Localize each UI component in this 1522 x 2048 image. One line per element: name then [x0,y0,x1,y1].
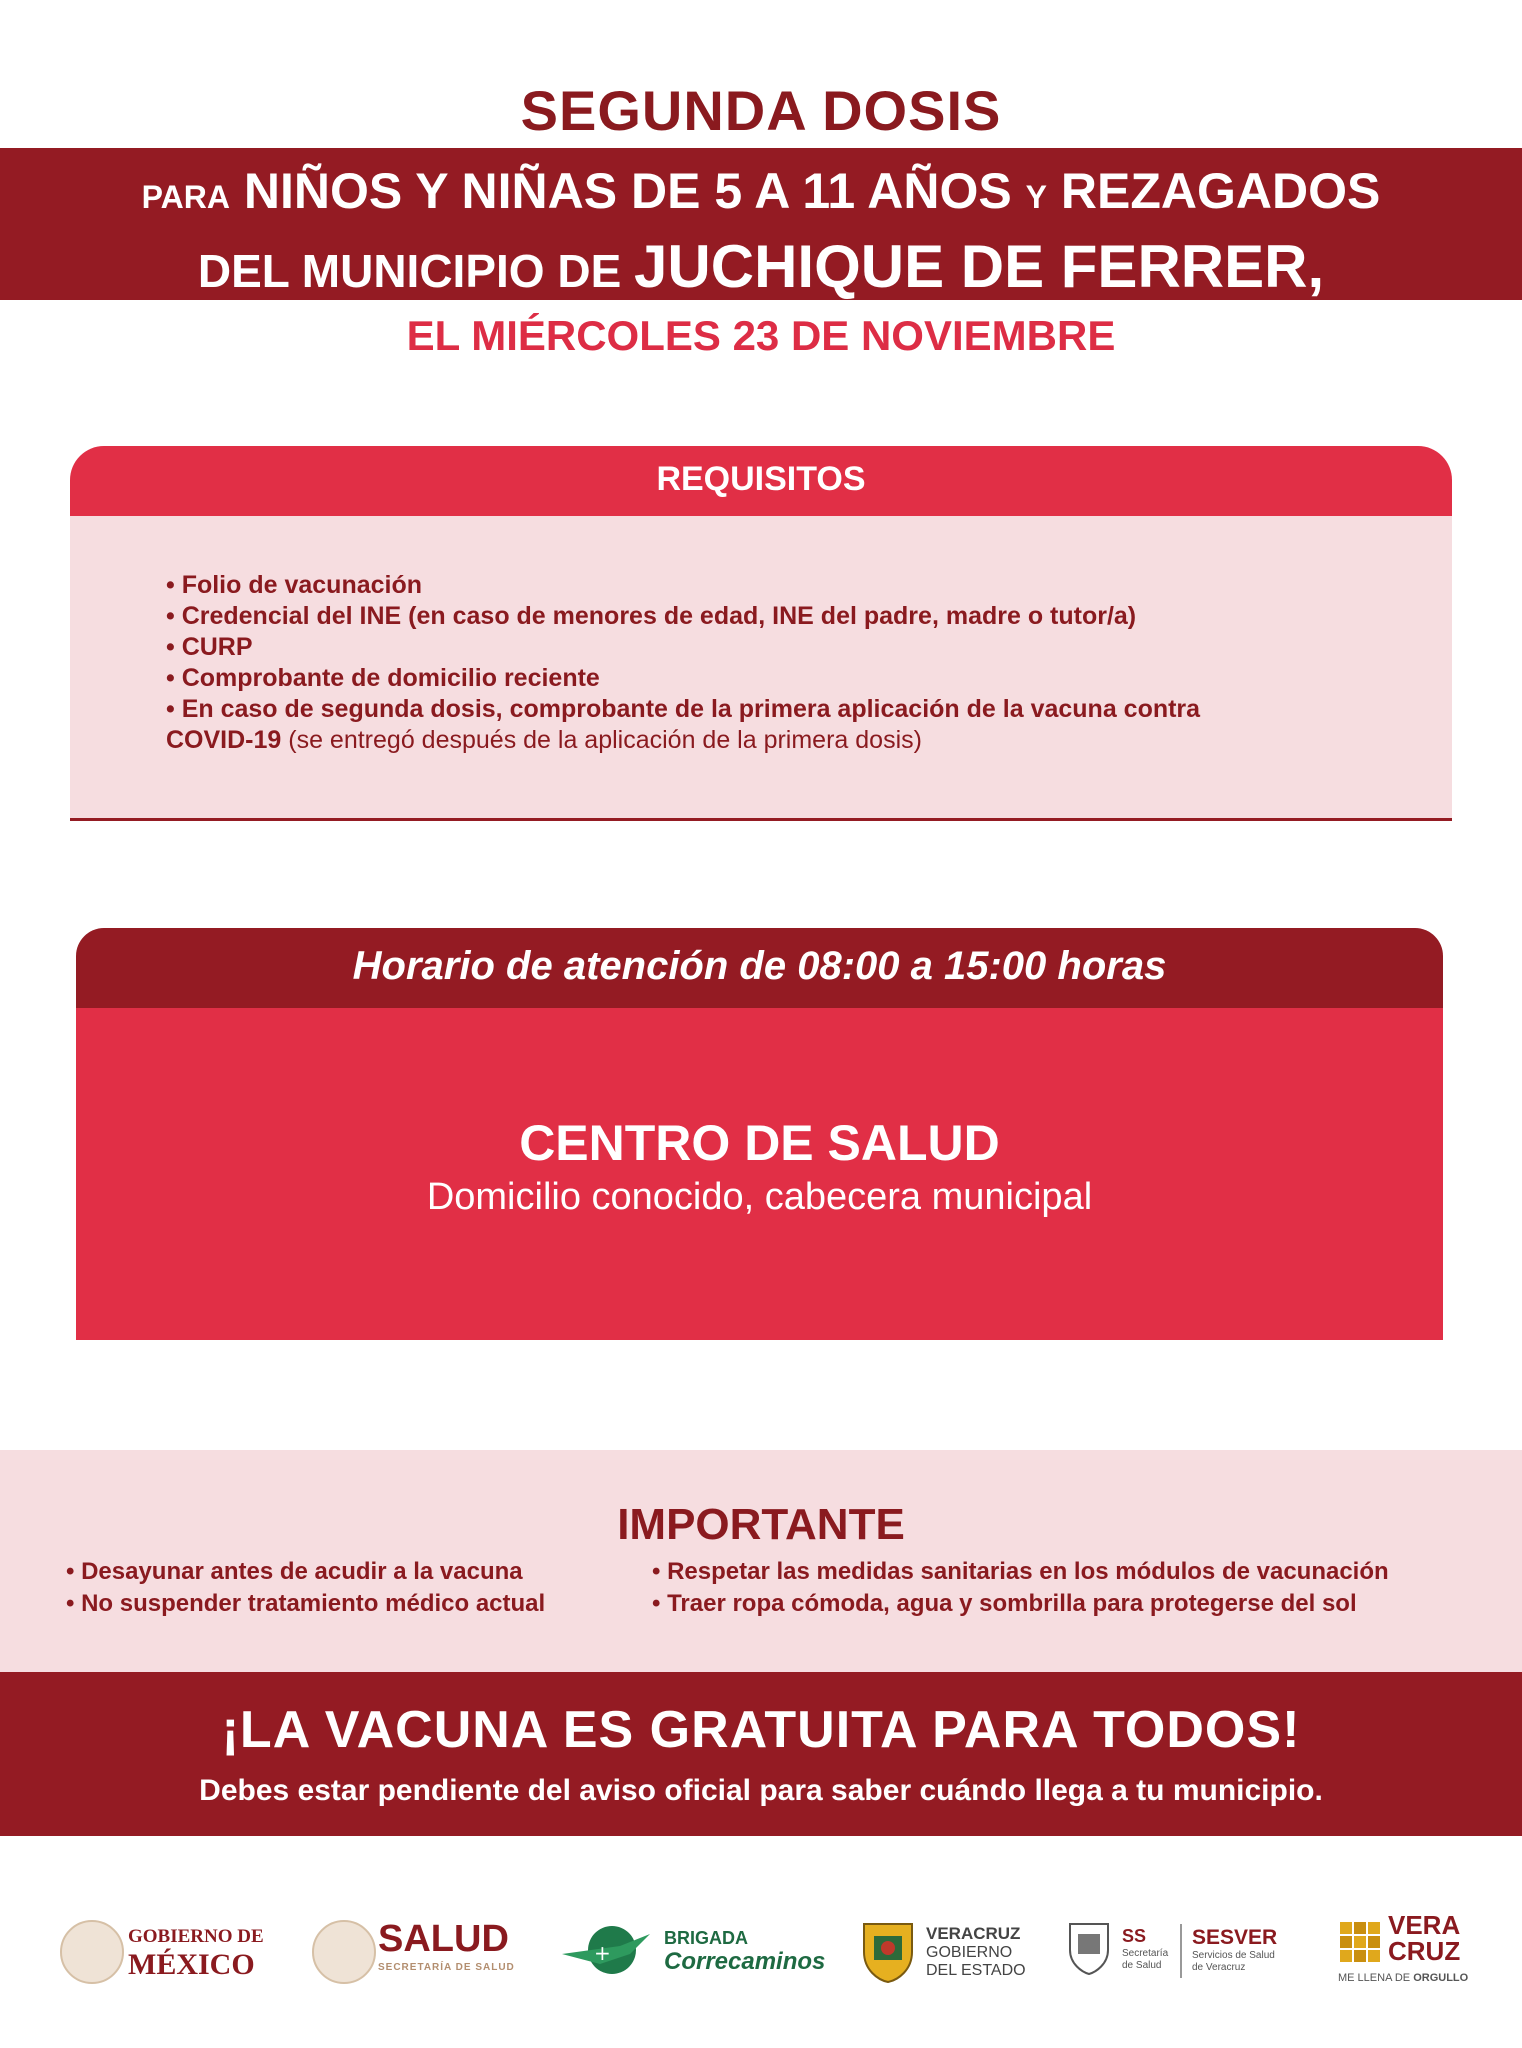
list-item: • Folio de vacunación [166,571,423,599]
gob-mexico-line2: MÉXICO [128,1948,255,1981]
importante-title: IMPORTANTE [617,1500,905,1549]
ss-title: SS [1122,1926,1147,1946]
svg-text:+: + [594,1941,611,1965]
ss-line2: Secretaría [1122,1948,1169,1959]
location-address: Domicilio conocido, cabecera municipal [426,1176,1093,1218]
audience-end: REZAGADOS [1060,163,1381,219]
list-item: • Desayunar antes de acudir a la vacuna [66,1558,523,1585]
requisitos-title: REQUISITOS [656,460,866,498]
veracruz-shield-icon [860,1918,916,1984]
vera-slogan [1338,1972,1468,1984]
covid-note: (se entregó después de la aplicación de la primera dosis) [281,726,922,754]
vera-line2: CRUZ [1388,1936,1461,1966]
veracruz-line3: DEL ESTADO [926,1962,1026,1979]
gob-mexico-emblem-icon [60,1920,124,1984]
footer-subtitle: Debes estar pendiente del aviso oficial para saber cuándo llega a tu municipio. [199,1774,1323,1807]
sesver-title: SESVER [1192,1926,1278,1949]
list-item: • Traer ropa cómoda, agua y sombrilla para protegerse del sol [652,1590,1357,1617]
municipality-prefix: DEL MUNICIPIO DE [197,245,622,297]
logo-divider [1180,1924,1182,1978]
footer-title: ¡LA VACUNA ES GRATUITA PARA TODOS! [221,1701,1301,1759]
vera-line1: VERA [1388,1910,1461,1940]
list-item: • Comprobante de domicilio reciente [166,664,600,692]
brigada-line2: Correcaminos [664,1948,826,1975]
ss-shield-icon [1066,1920,1112,1976]
brigada-line1: BRIGADA [664,1928,748,1948]
event-date: EL MIÉRCOLES 23 DE NOVIEMBRE [406,312,1116,359]
location-name: CENTRO DE SALUD [519,1115,1000,1171]
page-title: SEGUNDA DOSIS [520,79,1002,142]
correcaminos-bird-icon [560,1924,656,1976]
salud-logo-subtitle: SECRETARÍA DE SALUD [378,1962,515,1973]
list-item: • No suspender tratamiento médico actual [66,1590,546,1617]
municipality-line [0,232,1522,301]
sesver-line2: Servicios de Salud [1192,1950,1275,1961]
covid-label: COVID-19 [166,726,282,754]
salud-logo-title: SALUD [378,1918,509,1960]
audience-main: NIÑOS Y NIÑAS DE 5 A 11 AÑOS [243,163,1012,219]
list-item: • Respetar las medidas sanitarias en los módulos de vacunación [652,1558,1389,1585]
requisitos-list [166,570,1406,756]
audience-connector: Y [1025,179,1047,215]
list-item: • En caso de segunda dosis, comprobante de la primera aplicación de la vacuna contra [166,695,1201,723]
horario-text: Horario de atención de 08:00 a 15:00 horas [352,944,1167,988]
location-panel [76,1008,1443,1340]
veracruz-line1: VERACRUZ [926,1924,1021,1943]
vera-slogan-b: ORGULLO [1413,1972,1469,1984]
salud-emblem-icon [312,1920,376,1984]
list-item: • Credencial del INE (en caso de menores de edad, INE del padre, madre o tutor/a) [166,602,1137,630]
sesver-line3: de Veracruz [1192,1962,1246,1973]
veracruz-line2: GOBIERNO [926,1944,1013,1961]
list-item: • CURP [166,633,253,661]
audience-line [0,162,1522,220]
gob-mexico-line1: GOBIERNO DE [128,1926,264,1947]
audience-prefix: PARA [141,179,230,215]
veracruz-pattern-icon [1338,1920,1382,1964]
ss-line3: de Salud [1122,1960,1162,1971]
vera-slogan-a: ME LLENA DE [1338,1972,1411,1984]
municipality-name: JUCHIQUE DE FERRER, [634,233,1325,300]
list-item-continuation [166,725,1406,756]
